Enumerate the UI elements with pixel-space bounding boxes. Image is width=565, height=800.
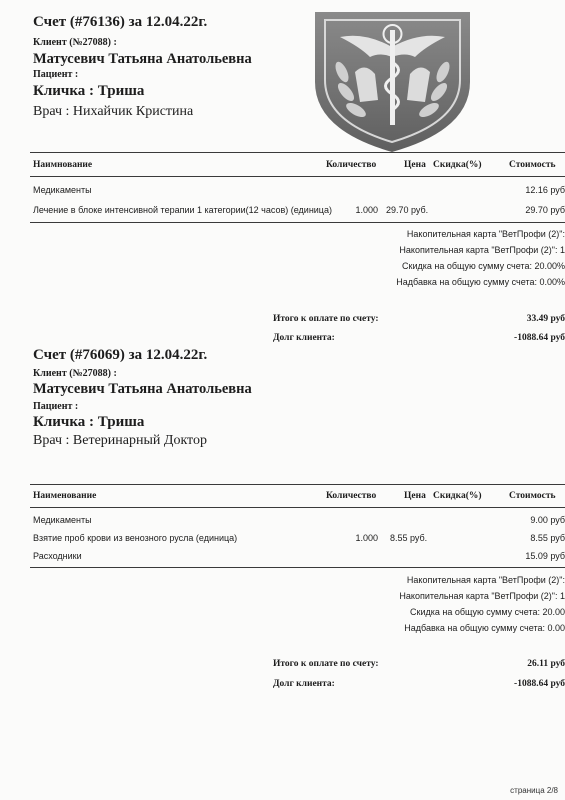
doctor-name: Врач : Нихайчик Кристина [33, 104, 194, 119]
client-name: Матусевич Татьяна Анатольевна [33, 51, 252, 67]
col-header-price: Цена [404, 160, 426, 170]
debt-label: Долг клиента: [273, 333, 335, 343]
client-label: Клиент (№27088) : [33, 368, 117, 379]
table-header-rule [30, 507, 565, 508]
col-header-cost: Стоимость [509, 160, 556, 170]
col-header-discount: Скидка(%) [433, 491, 482, 501]
row-name: Медикаменты [33, 185, 92, 195]
total-label: Итого к оплате по счету: [273, 314, 379, 324]
bonus-card-line: Накопительная карта "ВетПрофи (2)": 1 [399, 245, 565, 255]
row-name: Взятие проб крови из венозного русла (единица) [33, 533, 238, 543]
row-cost: 29.70 руб [525, 205, 565, 215]
surcharge-line: Надбавка на общую сумму счета: 0.00% [396, 277, 565, 287]
table-bottom-rule [30, 567, 565, 568]
col-header-price: Цена [404, 491, 426, 501]
discount-line: Скидка на общую сумму счета: 20.00% [402, 261, 565, 271]
patient-label: Пациент : [33, 69, 79, 80]
row-name: Расходники [33, 551, 82, 561]
clinic-emblem-logo [310, 12, 475, 152]
row-price: 8.55 руб. [390, 533, 428, 543]
pet-name: Кличка : Триша [33, 83, 145, 99]
row-qty: 1.000 [355, 205, 378, 215]
table-top-rule [30, 484, 565, 485]
bonus-card-line: Накопительная карта "ВетПрофи (2)": 1 [399, 591, 565, 601]
debt-label: Долг клиента: [273, 679, 335, 689]
invoice-title: Счет (#76069) за 12.04.22г. [33, 347, 208, 363]
col-header-cost: Стоимость [509, 491, 556, 501]
debt-value: -1088.64 руб [514, 333, 565, 343]
table-header-rule [30, 176, 565, 177]
row-qty: 1.000 [355, 533, 378, 543]
total-value: 33.49 руб [526, 314, 565, 324]
discount-line: Скидка на общую сумму счета: 20.00 [410, 607, 565, 617]
col-header-name: Наимнование [33, 160, 93, 170]
row-cost: 8.55 руб [530, 533, 565, 543]
row-name: Медикаменты [33, 515, 92, 525]
col-header-qty: Количество [326, 491, 377, 501]
row-price: 29.70 руб. [386, 205, 429, 215]
client-label: Клиент (№27088) : [33, 37, 117, 48]
pet-name: Кличка : Триша [33, 414, 145, 430]
table-top-rule [30, 152, 565, 153]
debt-value: -1088.64 руб [514, 679, 565, 689]
page-number: страница 2/8 [510, 786, 558, 795]
bonus-card-line: Накопительная карта "ВетПрофи (2)": [406, 229, 565, 239]
invoice-title: Счет (#76136) за 12.04.22г. [33, 14, 208, 30]
doctor-name: Врач : Ветеринарный Доктор [33, 433, 207, 448]
surcharge-line: Надбавка на общую сумму счета: 0.00 [404, 623, 565, 633]
table-bottom-rule [30, 222, 565, 223]
total-value: 26.11 руб [527, 659, 565, 669]
col-header-discount: Скидка(%) [433, 160, 482, 170]
row-cost: 15.09 руб [525, 551, 565, 561]
col-header-name: Наименование [33, 491, 97, 501]
col-header-qty: Количество [326, 160, 377, 170]
row-cost: 12.16 руб [525, 185, 565, 195]
row-name: Лечение в блоке интенсивной терапии 1 категории(12 часов) (единица) [33, 205, 332, 215]
patient-label: Пациент : [33, 401, 79, 412]
total-label: Итого к оплате по счету: [273, 659, 379, 669]
bonus-card-line: Накопительная карта "ВетПрофи (2)": [406, 575, 565, 585]
row-cost: 9.00 руб [530, 515, 565, 525]
client-name: Матусевич Татьяна Анатольевна [33, 381, 252, 397]
